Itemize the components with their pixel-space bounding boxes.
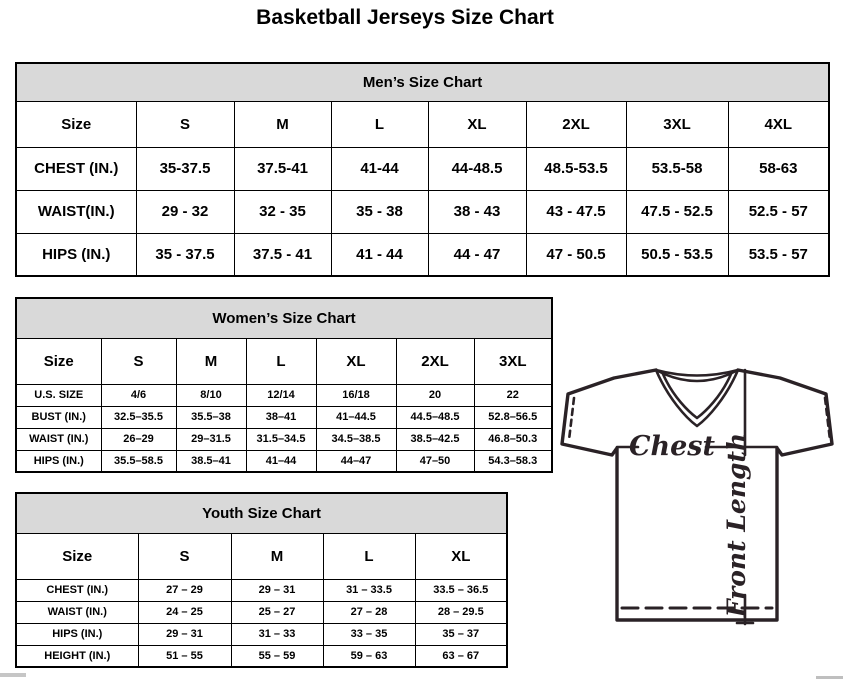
size-value-cell: 38 - 43 xyxy=(428,190,526,233)
row-label: HIPS (IN.) xyxy=(16,233,136,276)
size-value-cell: 32.5–35.5 xyxy=(101,406,176,428)
size-value-cell: 38–41 xyxy=(246,406,316,428)
size-value-cell: 35 - 37.5 xyxy=(136,233,234,276)
column-header: S xyxy=(136,101,234,147)
size-value-cell: 34.5–38.5 xyxy=(316,428,396,450)
front-length-measure-label: Front Length xyxy=(722,432,751,618)
size-value-cell: 35-37.5 xyxy=(136,147,234,190)
column-header: M xyxy=(176,338,246,384)
size-value-cell: 20 xyxy=(396,384,474,406)
womens-column-header-row xyxy=(16,338,552,384)
jersey-outline-icon xyxy=(556,360,843,632)
size-value-cell: 44-48.5 xyxy=(428,147,526,190)
size-value-cell: 29 – 31 xyxy=(138,623,231,645)
table-row xyxy=(16,384,552,406)
size-value-cell: 31.5–34.5 xyxy=(246,428,316,450)
size-value-cell: 26–29 xyxy=(101,428,176,450)
size-value-cell: 25 – 27 xyxy=(231,601,323,623)
size-value-cell: 41–44 xyxy=(246,450,316,472)
column-header: 3XL xyxy=(626,101,728,147)
column-header: XL xyxy=(316,338,396,384)
row-label: HIPS (IN.) xyxy=(16,450,101,472)
size-value-cell: 54.3–58.3 xyxy=(474,450,552,472)
youth-column-header-row xyxy=(16,533,507,579)
table-row xyxy=(16,428,552,450)
size-value-cell: 47.5 - 52.5 xyxy=(626,190,728,233)
column-header: 3XL xyxy=(474,338,552,384)
womens-table-header-band xyxy=(16,298,552,338)
table-row xyxy=(16,601,507,623)
size-value-cell: 44–47 xyxy=(316,450,396,472)
size-value-cell: 35 – 37 xyxy=(415,623,507,645)
size-value-cell: 24 – 25 xyxy=(138,601,231,623)
size-value-cell: 35.5–38 xyxy=(176,406,246,428)
size-value-cell: 46.8–50.3 xyxy=(474,428,552,450)
table-row xyxy=(16,579,507,601)
column-header: L xyxy=(331,101,428,147)
size-value-cell: 44 - 47 xyxy=(428,233,526,276)
column-header: S xyxy=(138,533,231,579)
mens-size-table xyxy=(15,62,830,277)
size-value-cell: 33 – 35 xyxy=(323,623,415,645)
table-row xyxy=(16,450,552,472)
size-value-cell: 55 – 59 xyxy=(231,645,323,667)
mens-column-header-row xyxy=(16,101,829,147)
size-value-cell: 63 – 67 xyxy=(415,645,507,667)
column-header: 2XL xyxy=(526,101,626,147)
table-row xyxy=(16,190,829,233)
column-header: Size xyxy=(16,533,138,579)
column-header: 2XL xyxy=(396,338,474,384)
size-value-cell: 41–44.5 xyxy=(316,406,396,428)
size-value-cell: 37.5-41 xyxy=(234,147,331,190)
column-header: M xyxy=(234,101,331,147)
column-header: XL xyxy=(428,101,526,147)
row-label: HEIGHT (IN.) xyxy=(16,645,138,667)
size-value-cell: 33.5 – 36.5 xyxy=(415,579,507,601)
size-value-cell: 29 – 31 xyxy=(231,579,323,601)
size-value-cell: 29 - 32 xyxy=(136,190,234,233)
size-value-cell: 52.8–56.5 xyxy=(474,406,552,428)
size-value-cell: 29–31.5 xyxy=(176,428,246,450)
size-value-cell: 59 – 63 xyxy=(323,645,415,667)
column-header: L xyxy=(323,533,415,579)
row-label: WAIST(IN.) xyxy=(16,190,136,233)
size-value-cell: 35.5–58.5 xyxy=(101,450,176,472)
size-value-cell: 31 – 33 xyxy=(231,623,323,645)
size-value-cell: 52.5 - 57 xyxy=(728,190,829,233)
size-value-cell: 51 – 55 xyxy=(138,645,231,667)
row-label: CHEST (IN.) xyxy=(16,579,138,601)
size-value-cell: 35 - 38 xyxy=(331,190,428,233)
column-header: 4XL xyxy=(728,101,829,147)
size-value-cell: 4/6 xyxy=(101,384,176,406)
size-value-cell: 47–50 xyxy=(396,450,474,472)
size-value-cell: 31 – 33.5 xyxy=(323,579,415,601)
size-value-cell: 53.5 - 57 xyxy=(728,233,829,276)
size-value-cell: 41-44 xyxy=(331,147,428,190)
youth-size-table xyxy=(15,492,508,668)
table-row xyxy=(16,147,829,190)
row-label: HIPS (IN.) xyxy=(16,623,138,645)
column-header: XL xyxy=(415,533,507,579)
size-value-cell: 38.5–42.5 xyxy=(396,428,474,450)
table-row xyxy=(16,623,507,645)
chest-measure-label: Chest xyxy=(629,431,715,462)
size-value-cell: 43 - 47.5 xyxy=(526,190,626,233)
size-value-cell: 50.5 - 53.5 xyxy=(626,233,728,276)
size-value-cell: 22 xyxy=(474,384,552,406)
size-value-cell: 37.5 - 41 xyxy=(234,233,331,276)
size-value-cell: 44.5–48.5 xyxy=(396,406,474,428)
horizontal-scrollbar-fragment-left[interactable] xyxy=(0,673,26,677)
size-value-cell: 28 – 29.5 xyxy=(415,601,507,623)
row-label: U.S. SIZE xyxy=(16,384,101,406)
womens-size-table xyxy=(15,297,553,473)
size-value-cell: 48.5-53.5 xyxy=(526,147,626,190)
size-value-cell: 53.5-58 xyxy=(626,147,728,190)
row-label: WAIST (IN.) xyxy=(16,428,101,450)
mens-table-title: Men’s Size Chart xyxy=(16,63,829,101)
row-label: CHEST (IN.) xyxy=(16,147,136,190)
size-value-cell: 58-63 xyxy=(728,147,829,190)
womens-table-title: Women’s Size Chart xyxy=(16,298,552,338)
column-header: Size xyxy=(16,338,101,384)
size-value-cell: 8/10 xyxy=(176,384,246,406)
size-value-cell: 16/18 xyxy=(316,384,396,406)
youth-table-title: Youth Size Chart xyxy=(16,493,507,533)
row-label: BUST (IN.) xyxy=(16,406,101,428)
row-label: WAIST (IN.) xyxy=(16,601,138,623)
table-row xyxy=(16,645,507,667)
size-value-cell: 32 - 35 xyxy=(234,190,331,233)
youth-table-header-band xyxy=(16,493,507,533)
jersey-measurement-diagram xyxy=(556,360,843,632)
table-row xyxy=(16,406,552,428)
size-value-cell: 41 - 44 xyxy=(331,233,428,276)
table-row xyxy=(16,233,829,276)
size-value-cell: 38.5–41 xyxy=(176,450,246,472)
size-value-cell: 27 – 29 xyxy=(138,579,231,601)
mens-table-header-band xyxy=(16,63,829,101)
column-header: L xyxy=(246,338,316,384)
column-header: Size xyxy=(16,101,136,147)
page-title: Basketball Jerseys Size Chart xyxy=(256,6,554,29)
size-value-cell: 27 – 28 xyxy=(323,601,415,623)
column-header: M xyxy=(231,533,323,579)
size-value-cell: 12/14 xyxy=(246,384,316,406)
size-value-cell: 47 - 50.5 xyxy=(526,233,626,276)
column-header: S xyxy=(101,338,176,384)
